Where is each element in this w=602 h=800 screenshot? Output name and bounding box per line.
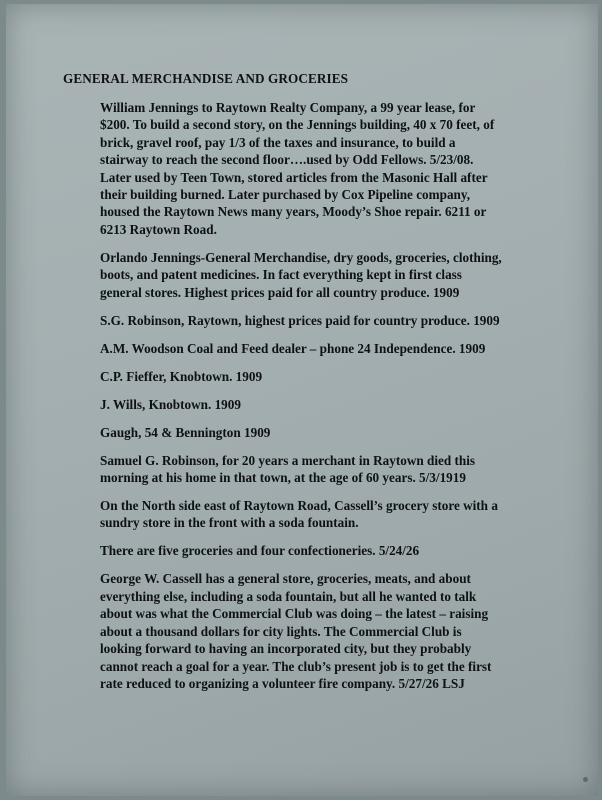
document-page: [6, 4, 598, 796]
paragraph-jennings-lease: William Jennings to Raytown Realty Company, a 99 year lease, for $200. To build a second story, on the Jennings building, 40 x 70 feet, of brick, gravel roof, pay 1/3 of the taxes and insurance, to build a stairway to reach the second floor….used by Odd Fellows. 5/23/08. Later used by Teen Town, stored articles from the Masonic Hall after their building burned. Later purchased by Cox Pipeline company, housed the Raytown News many years, Moody’s Shoe repair. 6211 or 6213 Raytown Road.: [100, 100, 495, 237]
paragraph-woodson: A.M. Woodson Coal and Feed dealer – phone 24 Independence. 1909: [100, 340, 486, 356]
paragraph-fieffer: C.P. Fieffer, Knobtown. 1909: [100, 368, 263, 384]
corner-mark: [583, 777, 588, 782]
paragraph-groceries-count: There are five groceries and four confectioneries. 5/24/26: [100, 543, 420, 559]
section-heading: GENERAL MERCHANDISE AND GROCERIES: [63, 71, 349, 86]
paragraph-sg-robinson: S.G. Robinson, Raytown, highest prices paid for country produce. 1909: [100, 312, 500, 328]
paragraph-samuel-robinson: Samuel G. Robinson, for 20 years a merchant in Raytown died this morning at his home in that town, at the age of 60 years. 5/3/1919: [100, 452, 476, 486]
paragraph-gaugh: Gaugh, 54 & Bennington 1909: [100, 424, 271, 440]
paragraph-cassell-store: On the North side east of Raytown Road, Cassell’s grocery store with a sundry store in the front with a soda fountain.: [100, 498, 498, 531]
paragraph-orlando-jennings: Orlando Jennings-General Merchandise, dry goods, groceries, clothing, boots, and patent medicines. In fact everything kept in first class general stores. Highest prices paid for all country produce. 1909: [100, 249, 502, 300]
paragraph-wills: J. Wills, Knobtown. 1909: [100, 396, 241, 412]
document-body: [100, 99, 562, 703]
paragraph-george-cassell: George W. Cassell has a general store, groceries, meats, and about everything else, including a soda fountain, but all he wanted to talk about was what the Commercial Club was doing – the latest – raising about a thousand dollars for city lights. The Commercial Club is looking forward to having an incorporated city, but they probably cannot reach a goal for a year. The club’s present job is to get the first rate reduced to organizing a volunteer fire company. 5/27/26 LSJ: [100, 571, 492, 691]
